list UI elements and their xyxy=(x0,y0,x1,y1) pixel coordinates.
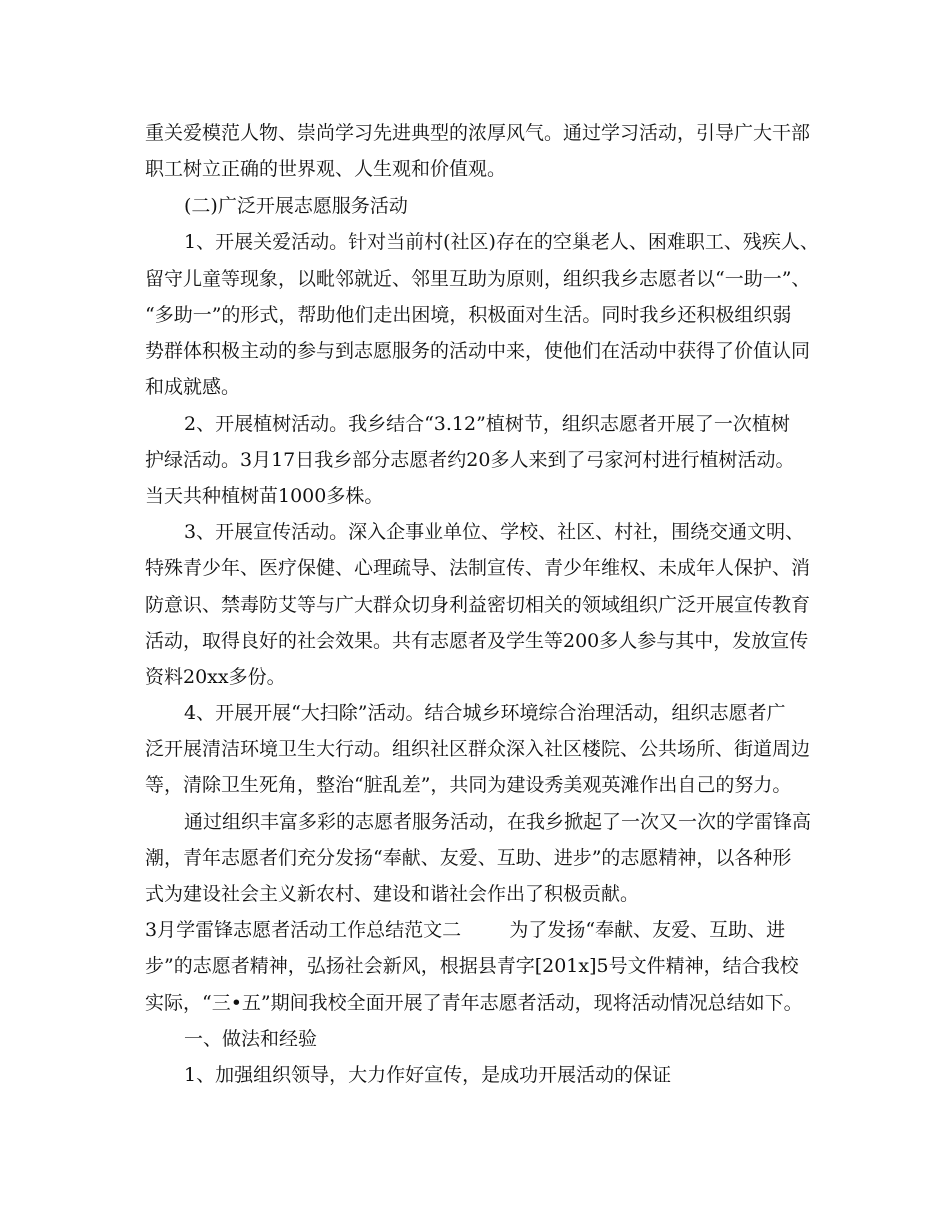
text-line: 潮，青年志愿者们充分发扬“奉献、友爱、互助、进步”的志愿精神，以各种形 xyxy=(145,847,792,869)
text-line: 3、开展宣传活动。深入企事业单位、学校、社区、村社，围绕交通文明、 xyxy=(184,521,805,543)
text-line: 活动，取得良好的社会效果。共有志愿者及学生等200多人参与其中，发放宣传 xyxy=(145,630,809,652)
text-line: 护绿活动。3月17日我乡部分志愿者约20多人来到了弓家河村进行植树活动。 xyxy=(145,449,795,471)
text-line: 防意识、禁毒防艾等与广大群众切身利益密切相关的领域组织广泛开展宣传教育 xyxy=(145,594,811,616)
section-heading: (二)广泛开展志愿服务活动 xyxy=(184,195,408,217)
text-line: 留守儿童等现象，以毗邻就近、邻里互助为原则，组织我乡志愿者以“一助一”、 xyxy=(145,268,811,290)
text-line: 泛开展清洁环境卫生大行动。组织社区群众深入社区楼院、公共场所、街道周边 xyxy=(145,738,811,760)
text-line: 等，清除卫生死角，整治“脏乱差”，共同为建设秀美观英滩作出自己的努力。 xyxy=(145,774,792,796)
text-line: 实际，“三•五”期间我校全面开展了青年志愿者活动，现将活动情况总结如下。 xyxy=(145,992,803,1014)
text-line: 势群体积极主动的参与到志愿服务的活动中来，使他们在活动中获得了价值认同 xyxy=(145,340,811,362)
text-line: 重关爱模范人物、崇尚学习先进典型的浓厚风气。通过学习活动，引导广大干部 xyxy=(145,122,811,144)
text-line: 4、开展开展“大扫除”活动。结合城乡环境综合治理活动，组织志愿者广 xyxy=(184,702,786,724)
text-line: 2、开展植树活动。我乡结合“3.12”植树节，组织志愿者开展了一次植树 xyxy=(184,413,790,435)
text-line: 通过组织丰富多彩的志愿者服务活动，在我乡掀起了一次又一次的学雷锋高 xyxy=(184,811,812,833)
text-line: 职工树立正确的世界观、人生观和价值观。 xyxy=(145,158,507,180)
text-line: 1、开展关爱活动。针对当前村(社区)存在的空巢老人、困难职工、残疾人、 xyxy=(184,231,819,253)
text-line: 特殊青少年、医疗保健、心理疏导、法制宣传、青少年维权、未成年人保护、消 xyxy=(145,557,811,579)
text-line: 资料20xx多份。 xyxy=(145,666,286,688)
text-line: 步”的志愿者精神，弘扬社会新风，根据县青字[201x]5号文件精神，结合我校 xyxy=(145,955,799,977)
text-line: 1、加强组织领导，大力作好宣传，是成功开展活动的保证 xyxy=(184,1064,672,1086)
text-line: 和成就感。 xyxy=(145,376,241,398)
document-title-line: 3月学雷锋志愿者活动工作总结范文二 为了发扬“奉献、友爱、互助、进 xyxy=(145,919,786,941)
text-line: “多助一”的形式，帮助他们走出困境，积极面对生活。同时我乡还积极组织弱 xyxy=(145,304,792,326)
text-line: 式为建设社会主义新农村、建设和谐社会作出了积极贡献。 xyxy=(145,883,640,905)
section-heading: 一、做法和经验 xyxy=(184,1028,318,1050)
text-line: 当天共种植树苗1000多株。 xyxy=(145,485,384,507)
